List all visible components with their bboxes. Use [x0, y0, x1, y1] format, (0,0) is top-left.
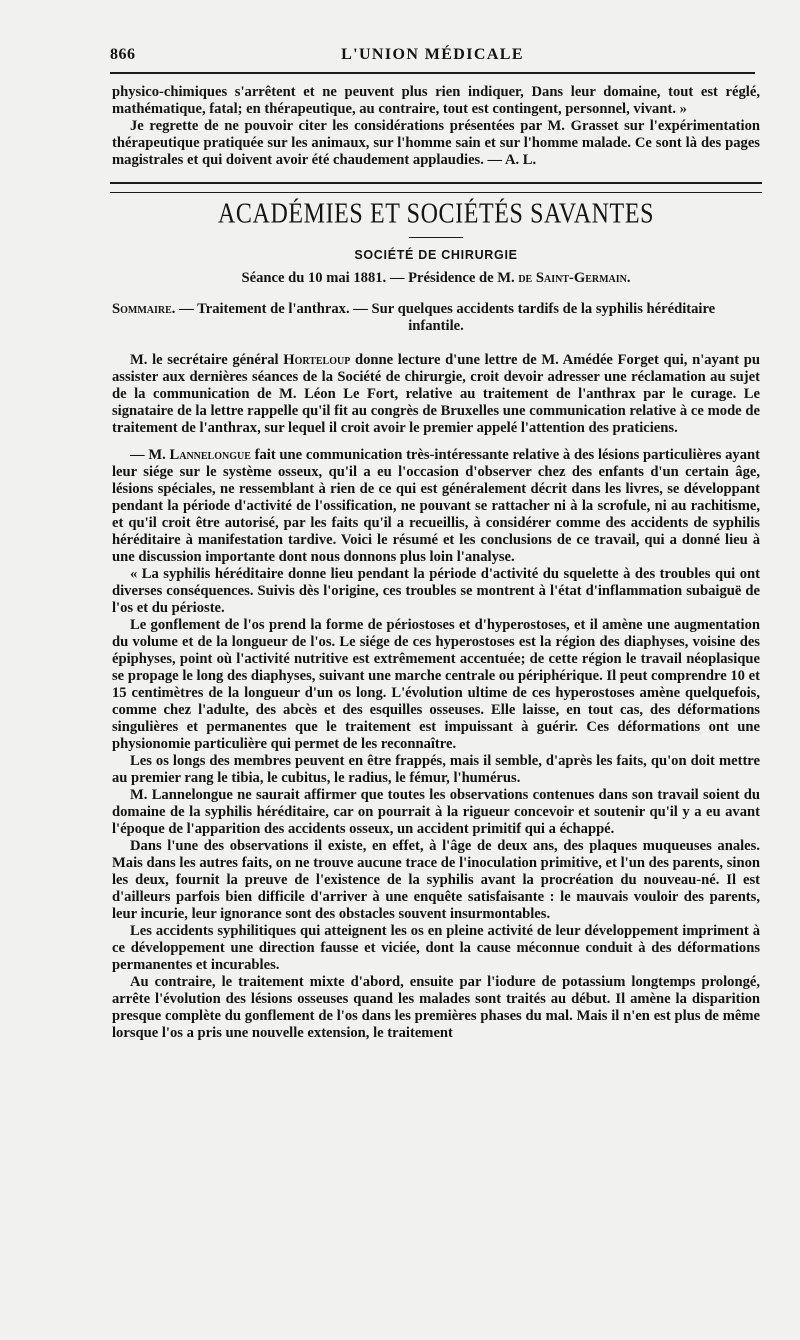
section-divider — [110, 182, 762, 193]
page-content — [112, 84, 760, 1042]
journal-title: L'UNION MÉDICALE — [341, 46, 524, 63]
paragraph-2-name: Lannelongue — [169, 447, 251, 463]
page-number: 866 — [110, 46, 136, 63]
session-suffix: . — [626, 270, 631, 286]
body-paragraph-1 — [112, 352, 760, 437]
section-title: ACADÉMIES ET SOCIÉTÉS SAVANTES — [217, 198, 655, 230]
intro-paragraph-2: Je regrette de ne pouvoir citer les considérations présentées par M. Grasset sur l'expérimentation thérapeutique pratiquée sur les animaux, sur l'homme sain et sur l'homme malade. Ce sont là des pages magistrales et qui doivent avoir été chaudement applaudies. — A. L. — [112, 118, 760, 168]
paragraph-1-text: donne lecture d'une lettre de M. Amédée Forget qui, n'ayant pu assister aux dernières séances de la Société de chirurgie, croit devoir adresser une réclamation au sujet de la communication de M. Léon Le Fort, relative au traitement de l'anthrax par le curage. Le signataire de la lettre rappelle qu'il fit au congrès de Bruxelles une communication relative à ce mode de traitement de l'anthrax, sur lequel il croit avoir le premier appelé l'attention des praticiens. — [112, 352, 760, 436]
body-paragraph-4: Le gonflement de l'os prend la forme de périostoses et d'hyperostoses, et il amène une augmentation du volume et de la longueur de l'os. Le siége de ces hyperostoses est la région des diaphyses, voisine des épiphyses, point où l'activité nutritive est extrêmement accentuée; de cette région le travail néoplasique se propage le long des diaphyses, suivant une marche centrale ou périphérique. Il peut comprendre 10 et 15 centimètres de la longueur d'un os long. L'évolution ultime de ces hyperostoses amène quelquefois, comme chez l'adulte, des abcès et des esquilles osseuses. Elle laisse, en tout cas, des déformations singulières et permanentes que le traitement est impuissant à guérir. Ces déformations ont une physionomie particulière qui permet de les reconnaître. — [112, 617, 760, 752]
summary-center: infantile. — [408, 318, 464, 334]
body-paragraph-5: Les os longs des membres peuvent en être frappés, mais il semble, d'après les faits, qu'on doit mettre au premier rang le tibia, le cubitus, le radius, le fémur, l'humérus. — [112, 753, 760, 786]
paragraph-gap — [112, 437, 760, 447]
page-header — [110, 44, 755, 74]
summary-line — [112, 301, 760, 318]
session-prefix: Séance du 10 mai 1881. — Présidence de M. — [241, 270, 519, 286]
summary-text: — Traitement de l'anthrax. — Sur quelques accidents tardifs de la syphilis héréditaire — [179, 301, 716, 317]
paragraph-2-text: fait une communication très-intéressante relative à des lésions particulières ayant leur siége sur le système osseux, qu'il a eu l'occasion d'observer chez des enfants d'un certain âge, lésions spéciales, ne ressemblant à rien de ce qui est généralement décrit dans les livres, se développant pendant la période d'activité de l'ossification, ne pouvant se rattacher ni à la scrofule, ni au rachitisme, et qu'il croit être autorisé, par les faits qu'il a recueillis, à considérer comme des accidents de syphilis héréditaire à manifestation tardive. Voici le résumé et les conclusions de ce travail, qui a donné lieu à une discussion importante dont nous donnons plus loin l'analyse. — [112, 447, 760, 565]
body-paragraph-2 — [112, 447, 760, 566]
body-paragraph-7: Dans l'une des observations il existe, en effet, à l'âge de deux ans, des plaques muqueuses anales. Mais dans les autres faits, on ne trouve aucune trace de l'inoculation primitive, et l'un des parents, sinon les deux, fournit la preuve de l'existence de la syphilis avant la procréation du nouveau-né. Il est d'ailleurs parfois bien difficile d'arriver à une enquête satisfaisante : le mauvais vouloir des parents, leur incurie, leur ignorance sont des obstacles souvent insurmontables. — [112, 838, 760, 922]
paragraph-1-prefix: M. le secrétaire général — [130, 352, 284, 368]
summary-block — [112, 301, 760, 335]
title-rule — [409, 237, 463, 238]
session-president: de Saint-Germain — [518, 270, 627, 286]
body-paragraph-8: Les accidents syphilitiques qui atteignent les os en pleine activité de leur développement impriment à ce développement une direction fausse et viciée, dont la cause méconnue conduit à des déformations permanentes et incurables. — [112, 923, 760, 973]
intro-paragraph-1: physico-chimiques s'arrêtent et ne peuvent plus rien indiquer, Dans leur domaine, tout est réglé, mathématique, fatal; en thérapeutique, au contraire, tout est contingent, personnel, vivant. » — [112, 84, 760, 117]
paragraph-2-prefix: — M. — [130, 447, 170, 463]
body-paragraph-3: « La syphilis héréditaire donne lieu pendant la période d'activité du squelette à des troubles qui ont diverses conséquences. Suivis dès l'origine, ces troubles se montrent à l'état d'inflammation subaiguë de l'os et du périoste. — [112, 566, 760, 616]
summary-label: Sommaire. — [112, 301, 176, 317]
body-paragraph-9: Au contraire, le traitement mixte d'abord, ensuite par l'iodure de potassium longtemps prolongé, arrête l'évolution des lésions osseuses quand les malades sont traités au début. Il amène la disparition presque complète du gonflement de l'os dans les premières phases du mal. Mais il n'en est plus de même lorsque l'os a pris une nouvelle extension, le traitement — [112, 974, 760, 1041]
session-line — [112, 270, 760, 287]
society-name: SOCIÉTÉ DE CHIRURGIE — [354, 248, 518, 262]
body-paragraph-6: M. Lannelongue ne saurait affirmer que toutes les observations contenues dans son travail soient du domaine de la syphilis héréditaire, car on pourrait à la rigueur concevoir et soutenir qu'il y a eu avant l'époque de l'apparition des accidents osseux, un accident primitif qui a échappé. — [112, 787, 760, 837]
paragraph-1-name: Horteloup — [283, 352, 351, 368]
